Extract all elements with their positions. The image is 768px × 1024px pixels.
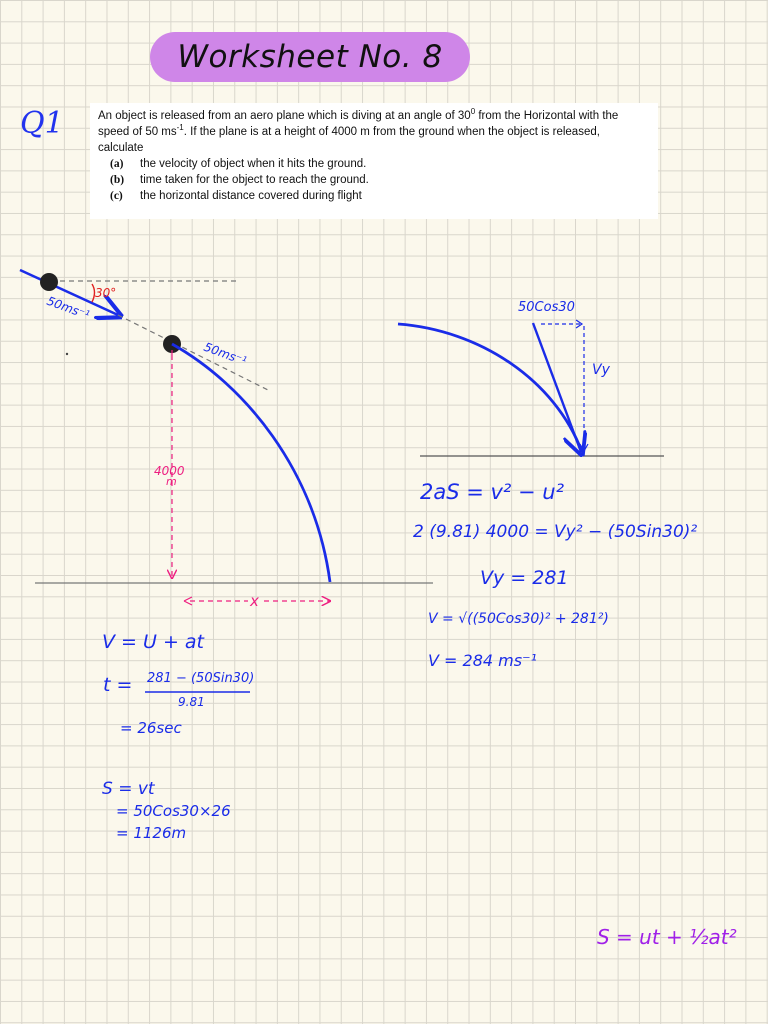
problem-line-1-text: An object is released from an aero plane which is diving at an angle of 30 <box>98 110 471 122</box>
problem-line-1-end: from the Horizontal with the <box>475 110 619 122</box>
vertical-component-label: Vy <box>592 362 610 378</box>
part-label: (b) <box>110 174 125 186</box>
speed-label-object: 50ms⁻¹ <box>201 339 249 369</box>
height-label: 4000 <box>154 464 185 478</box>
equation-resultant: V = √((50Cos30)² + 281²) <box>428 611 609 627</box>
distance-label: x <box>250 592 259 610</box>
time-formula-numerator: 281 − (50Sin30) <box>147 671 255 686</box>
equation-velocity-result: V = 284 ms⁻¹ <box>428 651 537 670</box>
stray-dot <box>66 353 68 355</box>
equation-s-vt: S = vt <box>102 779 155 799</box>
time-formula-denominator: 9.81 <box>178 695 205 709</box>
equation-kinematic: 2aS = v² − u² <box>420 480 565 504</box>
equation-v-u-at: V = U + at <box>102 631 204 653</box>
unit-superscript: -1 <box>176 123 184 133</box>
problem-line-3: calculate <box>98 142 144 154</box>
right-trajectory-curve <box>398 324 582 452</box>
part-text: time taken for the object to reach the ground. <box>140 174 369 186</box>
distance-result: = 1126m <box>116 824 187 842</box>
time-result: = 26sec <box>120 719 182 737</box>
problem-line-2-end: . If the plane is at a height of 4000 m from the ground when the object is released, <box>183 126 600 138</box>
plane-position-dot <box>40 273 58 291</box>
question-label: Q1 <box>20 106 64 141</box>
speed-label-plane: 50ms⁻¹ <box>44 293 92 323</box>
time-formula-lhs: t = <box>103 674 133 696</box>
equation-vy-result: Vy = 281 <box>480 567 569 589</box>
part-label: (a) <box>110 158 124 170</box>
right-diagram <box>398 320 664 456</box>
dive-direction-line <box>118 315 268 390</box>
horizontal-component-label: 50Cos30 <box>518 300 575 315</box>
part-label: (c) <box>110 190 123 202</box>
page-title: Worksheet No. 8 <box>177 39 443 75</box>
angle-label: 30° <box>95 286 117 300</box>
height-unit: m <box>166 475 177 488</box>
part-text: the velocity of object when it hits the ground. <box>140 158 367 170</box>
problem-line-2-text: speed of 50 ms <box>98 126 177 138</box>
equation-substitution: 2 (9.81) 4000 = Vy² − (50Sin30)² <box>413 522 698 542</box>
kinematic-side-note: S = ut + ½at² <box>597 925 737 949</box>
part-text: the horizontal distance covered during flight <box>140 190 362 202</box>
distance-substitution: = 50Cos30×26 <box>116 802 231 820</box>
trajectory-curve <box>172 344 330 582</box>
degree-superscript: 0 <box>470 107 476 117</box>
